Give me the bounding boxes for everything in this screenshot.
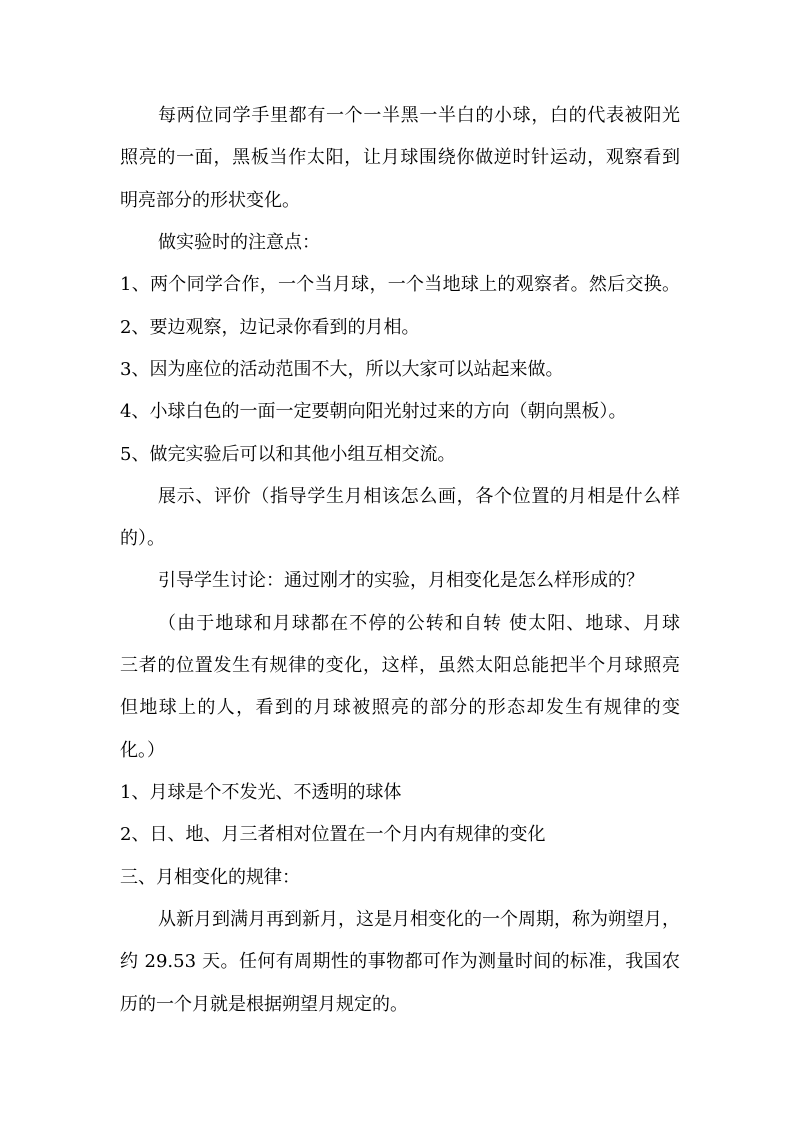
section-heading: 三、月相变化的规律： bbox=[120, 867, 300, 888]
list-item: 1、两个同学合作，一个当月球，一个当地球上的观察者。然后交换。 bbox=[120, 274, 680, 295]
text-line: 的）。 bbox=[120, 528, 165, 549]
text-line: 引导学生讨论：通过刚才的实验，月相变化是怎么样形成的？ bbox=[158, 570, 644, 591]
list-item: 2、要边观察，边记录你看到的月相。 bbox=[120, 317, 420, 338]
text-line: 照亮的一面，黑板当作太阳，让月球围绕你做逆时针运动，观察看到 bbox=[120, 147, 680, 168]
text-line: 化。） bbox=[120, 740, 165, 761]
list-item: 3、因为座位的活动范围不大，所以大家可以站起来做。 bbox=[120, 359, 564, 380]
text-line: 从新月到满月再到新月，这是月相变化的一个周期，称为朔望月， bbox=[158, 909, 680, 930]
text-line: 每两位同学手里都有一个一半黑一半白的小球，白的代表被阳光 bbox=[158, 105, 680, 126]
text-line: 历的一个月就是根据朔望月规定的。 bbox=[120, 994, 408, 1015]
text-line: 明亮部分的形状变化。 bbox=[120, 190, 300, 211]
list-item: 1、月球是个不发光、不透明的球体 bbox=[120, 782, 402, 803]
list-item: 5、做完实验后可以和其他小组互相交流。 bbox=[120, 444, 456, 465]
text-line: 做实验时的注意点： bbox=[158, 232, 320, 253]
text-line: 三者的位置发生有规律的变化，这样，虽然太阳总能把半个月球照亮 bbox=[120, 655, 680, 676]
text-line: 展示、评价（指导学生月相该怎么画，各个位置的月相是什么样 bbox=[158, 486, 680, 507]
text-line: （由于地球和月球都在不停的公转和自转 使太阳、地球、月球 bbox=[158, 613, 680, 634]
text-line: 约 29.53 天。任何有周期性的事物都可作为测量时间的标准，我国农 bbox=[120, 951, 680, 972]
list-item: 4、小球白色的一面一定要朝向阳光射过来的方向（朝向黑板）。 bbox=[120, 401, 627, 422]
list-item: 2、日、地、月三者相对位置在一个月内有规律的变化 bbox=[120, 824, 546, 845]
text-line: 但地球上的人，看到的月球被照亮的部分的形态却发生有规律的变 bbox=[120, 697, 680, 718]
